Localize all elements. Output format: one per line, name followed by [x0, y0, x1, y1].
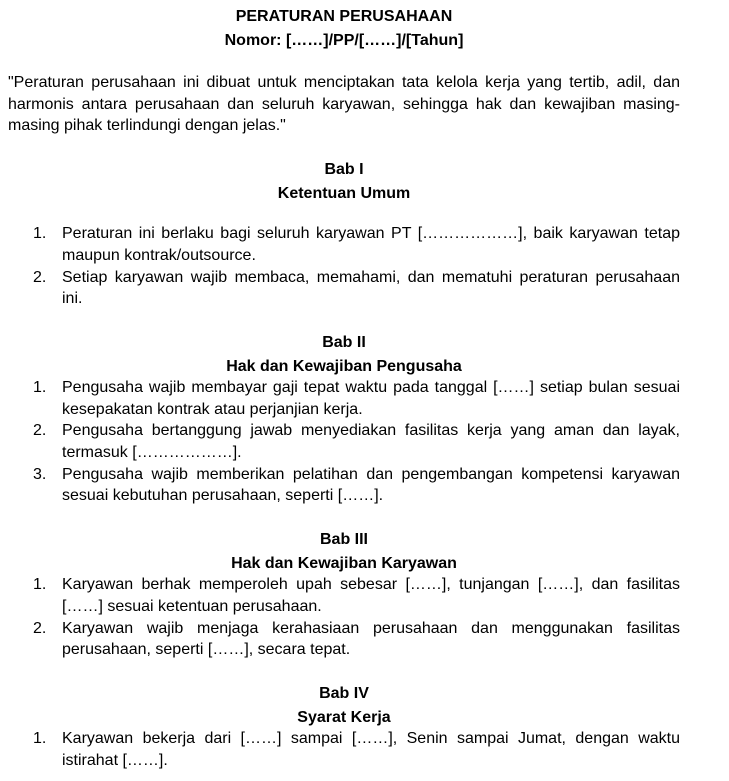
chapter-list [8, 574, 680, 661]
chapter-heading: Bab II [322, 333, 366, 351]
chapter-list [8, 728, 680, 771]
preamble-paragraph: "Peraturan perusahaan ini dibuat untuk menciptakan tata kelola kerja yang tertib, adil, dan harmonis antara perusahaan dan seluruh karyawan, sehingga hak dan kewajiban masing-masing pihak terlindungi dengan jelas." [8, 74, 680, 135]
chapter-list [8, 223, 680, 310]
chapter-subheading: Ketentuan Umum [277, 185, 411, 203]
list-item: Karyawan wajib menjaga kerahasiaan perusahaan dan menggunakan fasilitas perusahaan, seperti [……], secara tepat. [62, 619, 680, 659]
sections-container [8, 158, 680, 771]
chapter-section [8, 528, 680, 661]
list-item: Pengusaha wajib membayar gaji tepat waktu pada tanggal [……] setiap bulan sesuai kesepakatan kontrak atau perjanjian kerja. [62, 378, 680, 418]
chapter-list [8, 377, 680, 507]
document-number: Nomor: [……]/PP/[……]/[Tahun] [224, 32, 464, 49]
chapter-section [8, 682, 680, 771]
chapter-heading: Bab IV [319, 684, 369, 702]
list-item: Pengusaha wajib memberikan pelatihan dan pengembangan kompetensi karyawan sesuai kebutuhan perusahaan, seperti [……]. [62, 465, 680, 505]
chapter-subheading: Hak dan Kewajiban Pengusaha [226, 357, 462, 375]
list-item: Pengusaha bertanggung jawab menyediakan fasilitas kerja yang aman dan layak, termasuk [………………]. [62, 422, 680, 462]
list-item: Setiap karyawan wajib membaca, memahami, dan mematuhi peraturan perusahaan ini. [62, 268, 680, 308]
chapter-subheading: Syarat Kerja [297, 708, 391, 726]
document-title: PERATURAN PERUSAHAAN [235, 8, 453, 25]
chapter-section [8, 158, 680, 310]
chapter-subheading: Hak dan Kewajiban Karyawan [231, 555, 457, 573]
chapter-heading: Bab I [324, 161, 364, 179]
chapter-section [8, 331, 680, 507]
chapter-heading: Bab III [319, 531, 368, 549]
list-item: Peraturan ini berlaku bagi seluruh karyawan PT [………………], baik karyawan tetap maupun kontrak/outsource. [62, 225, 680, 264]
list-item: Karyawan berhak memperoleh upah sebesar [……], tunjangan [……], dan fasilitas [……] sesuai ketentuan perusahaan. [62, 576, 680, 615]
list-item: Karyawan bekerja dari [……] sampai [……], Senin sampai Jumat, dengan waktu istirahat [……]. [62, 729, 680, 769]
